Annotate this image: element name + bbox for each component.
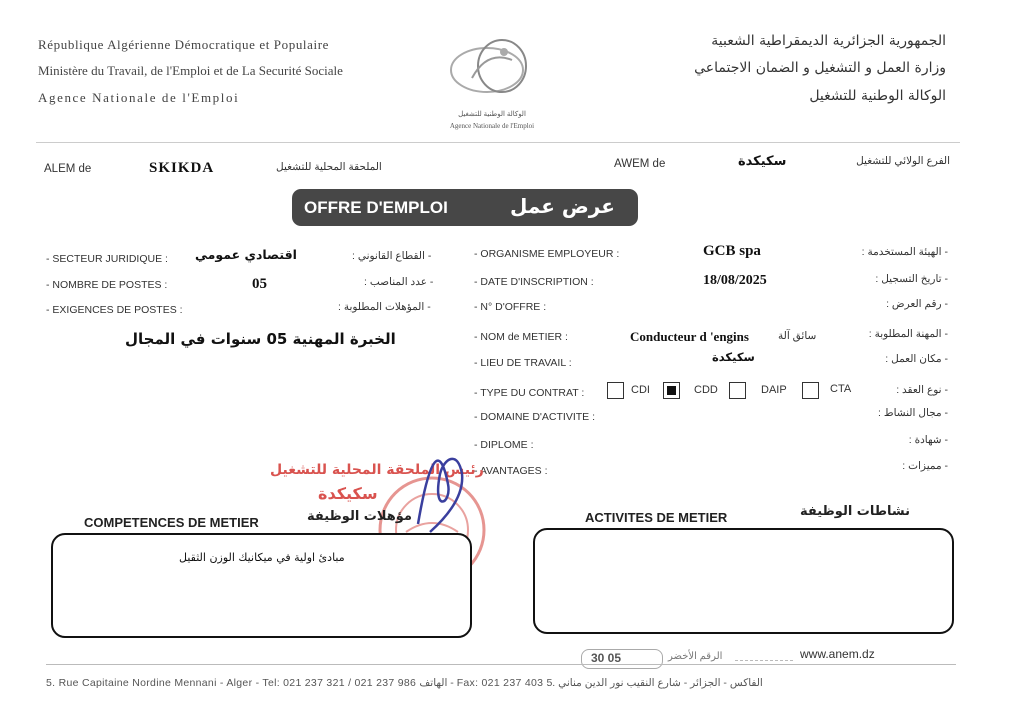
competences-title-fr: COMPETENCES DE METIER xyxy=(84,515,259,530)
awem-label: AWEM de xyxy=(614,158,666,170)
stamp-title: رئيس الملحقة المحلية للتشغيل xyxy=(270,462,484,478)
lieu-value: سكيكدة xyxy=(712,350,755,364)
metier-ar-label: - المهنة المطلوبة : xyxy=(868,328,948,340)
diplome-ar-label: - شهادة : xyxy=(908,434,948,446)
alem-ar-label: الملحقة المحلية للتشغيل xyxy=(276,161,382,173)
date-ar-label: - تاريخ التسجيل : xyxy=(875,273,948,285)
header-fr-ministry: Ministère du Travail, de l'Emploi et de La Securité Sociale xyxy=(38,63,343,78)
header-ar-ministry: وزارة العمل و التشغيل و الضمان الاجتماعي xyxy=(694,60,946,76)
domaine-label: - DOMAINE D'ACTIVITE : xyxy=(474,411,596,423)
avantages-ar-label: - مميزات : xyxy=(902,460,948,472)
date-label: - DATE D'INSCRIPTION : xyxy=(474,276,594,288)
awem-value: سكيكدة xyxy=(738,154,787,169)
green-number-box xyxy=(581,649,663,669)
organisme-ar-label: - الهيئة المستخدمة : xyxy=(861,246,948,258)
date-value: 18/08/2025 xyxy=(703,273,767,288)
metier-label: - NOM de METIER : xyxy=(474,331,568,343)
alem-value: SKIKDA xyxy=(149,160,215,176)
offre-label: - N° D'OFFRE : xyxy=(474,301,547,313)
lieu-label: - LIEU DE TRAVAIL : xyxy=(474,357,572,369)
lieu-ar-label: - مكان العمل : xyxy=(885,353,948,365)
offre-ar-label: - رقم العرض : xyxy=(886,298,948,310)
contrat-daip-checkbox[interactable] xyxy=(729,382,746,399)
contrat-label: - TYPE DU CONTRAT : xyxy=(474,387,585,399)
header-ar-republic: الجمهورية الجزائرية الديمقراطية الشعبية xyxy=(711,33,946,49)
competences-text: مبادئ اولية في ميكانيك الوزن الثقيل xyxy=(179,551,345,564)
stamp-city: سكيكدة xyxy=(318,484,378,503)
contrat-cdi-checkbox[interactable] xyxy=(607,382,624,399)
domaine-ar-label: - مجال النشاط : xyxy=(878,407,948,419)
secteur-value: اقتصادي عمومي xyxy=(195,247,297,262)
metier-value-ar: سائق آلة xyxy=(778,330,817,342)
postes-ar-label: - عدد المناصب : xyxy=(364,276,434,288)
anem-logo xyxy=(432,30,552,134)
experience-text: الخبرة المهنية 05 سنوات في المجال xyxy=(125,330,396,348)
logo-fr-text: Agence Nationale de l'Emploi xyxy=(449,122,535,130)
competences-title-ar: مؤهلات الوظيفة xyxy=(307,509,412,524)
contrat-ar-label: - نوع العقد : xyxy=(896,384,948,396)
activites-title-ar: نشاطات الوظيفة xyxy=(800,504,910,519)
header-rule xyxy=(36,142,960,143)
metier-value: Conducteur d 'engins xyxy=(630,329,749,344)
banner-ar: عرض عمل xyxy=(510,194,615,218)
footer-address: 5. Rue Capitaine Nordine Mennani - Alger - Tel: 021 237 321 / 021 237 986 الهاتف - Fax: 021 237 403 الفاكس - الجزائر - شارع النقيب نور الدين مناني .5 xyxy=(46,677,763,689)
postes-label: - NOMBRE DE POSTES : xyxy=(46,279,168,291)
contrat-cdd-checkbox[interactable] xyxy=(663,382,680,399)
exigences-label: - EXIGENCES DE POSTES : xyxy=(46,304,183,316)
logo-ar-text: الوكالة الوطنية للتشغيل xyxy=(458,111,526,118)
awem-ar-label: الفرع الولائي للتشغيل xyxy=(856,155,950,167)
header-ar-agency: الوكالة الوطنية للتشغيل xyxy=(809,88,946,104)
postes-value: 05 xyxy=(252,276,267,292)
anem-logo-icon xyxy=(432,30,552,110)
header-fr-republic: République Algérienne Démocratique et Populaire xyxy=(38,37,330,52)
green-number: 30 05 xyxy=(591,651,622,665)
organisme-value: GCB spa xyxy=(703,243,761,259)
alem-label: ALEM de xyxy=(44,163,92,175)
activites-title-fr: ACTIVITES DE METIER xyxy=(585,510,728,525)
organisme-label: - ORGANISME EMPLOYEUR : xyxy=(474,248,620,260)
secteur-label: - SECTEUR JURIDIQUE : xyxy=(46,253,168,265)
contrat-cta-checkbox[interactable] xyxy=(802,382,819,399)
secteur-ar-label: - القطاع القانوني : xyxy=(352,250,432,262)
activites-box xyxy=(533,528,954,634)
competences-box xyxy=(51,533,472,638)
contrat-cta-label: CTA xyxy=(830,383,852,395)
contrat-cdi-label: CDI xyxy=(631,384,650,396)
green-number-leader xyxy=(735,660,793,661)
signature-icon xyxy=(410,444,470,534)
diplome-label: - DIPLOME : xyxy=(474,439,534,451)
contrat-daip-label: DAIP xyxy=(761,384,787,396)
banner-fr: OFFRE D'EMPLOI xyxy=(304,198,448,217)
website[interactable]: www.anem.dz xyxy=(800,647,875,661)
avantages-label: - AVANTAGES : xyxy=(474,465,548,477)
footer-rule xyxy=(46,664,956,665)
signature xyxy=(410,444,470,534)
green-number-label: الرقم الأخضر xyxy=(668,651,723,662)
exigences-ar-label: - المؤهلات المطلوبة : xyxy=(338,301,431,313)
contrat-cdd-label: CDD xyxy=(694,384,718,396)
header-fr-agency: Agence Nationale de l'Emploi xyxy=(38,90,240,105)
offre-emploi-banner xyxy=(292,189,638,226)
